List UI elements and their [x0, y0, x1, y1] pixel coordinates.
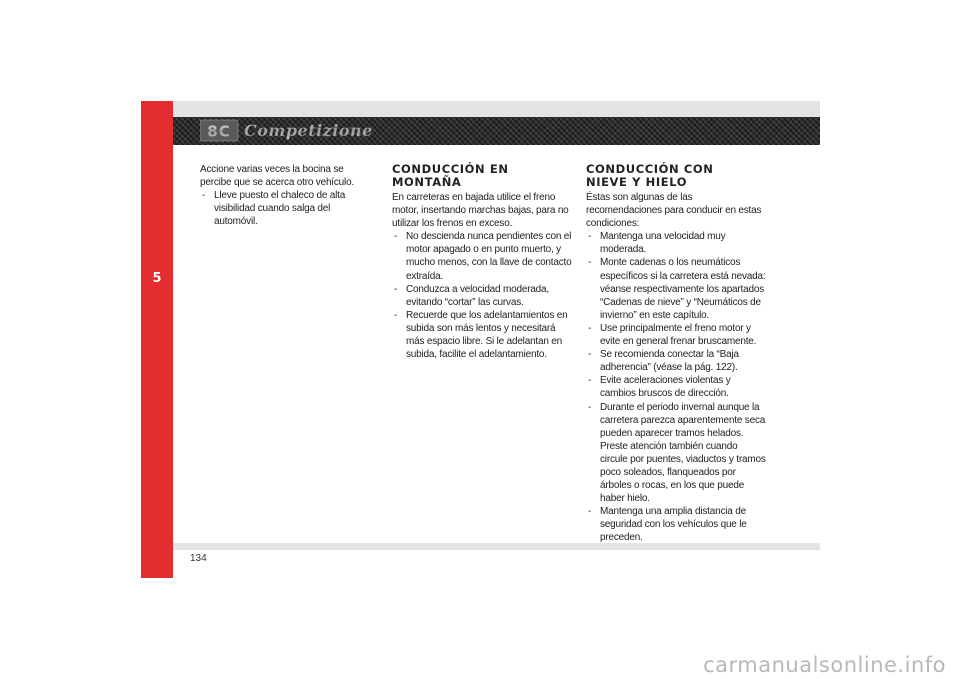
- col3-bullet-list: [586, 230, 766, 544]
- section-heading-montana: [392, 163, 572, 188]
- column-3: [586, 163, 766, 545]
- heading-line: NIEVE Y HIELO: [586, 174, 688, 189]
- list-item: - Conduzca a velocidad moderada, evitando “cortar” las curvas.: [392, 283, 572, 309]
- list-item: - Monte cadenas o los neumáticos específicos si la carretera está nevada: véanse respectivamente los apartados “Cadenas de nieve” y “Neumáticos de invierno” en este capítulo.: [586, 256, 766, 321]
- list-item: - Se recomienda conectar la “Baja adherencia” (véase la pág. 122).: [586, 348, 766, 374]
- list-item: - Recuerde que los adelantamientos en subida son más lentos y necesitará más espacio libre. Si le adelantan en subida, facilite el adelantamiento.: [392, 309, 572, 361]
- footer-grey-strip: [173, 543, 820, 550]
- svg-text:Competizione: Competizione: [244, 121, 373, 140]
- column-2: [392, 163, 572, 361]
- heading-line: MONTAÑA: [392, 174, 462, 189]
- list-item: - No descienda nunca pendientes con el motor apagado o en punto muerto, y mucho menos, con la llave de contacto extraída.: [392, 230, 572, 282]
- header-grey-strip: [173, 101, 820, 117]
- list-item: - Evite aceleraciones violentas y cambios bruscos de dirección.: [586, 374, 766, 400]
- column-1: [200, 163, 376, 228]
- page-number: 134: [190, 553, 207, 564]
- brand-logo: [200, 119, 386, 142]
- list-item: - Mantenga una amplia distancia de seguridad con los vehículos que le preceden.: [586, 505, 766, 544]
- section-heading-nieve: [586, 163, 766, 188]
- col2-intro: En carreteras en bajada utilice el freno motor, insertando marchas bajas, para no utilizar los frenos en exceso.: [392, 192, 569, 230]
- watermark: carmanualsonline.info: [703, 653, 946, 677]
- list-item: - Lleve puesto el chaleco de alta visibilidad cuando salga del automóvil.: [200, 189, 376, 228]
- col1-bullet-list: [200, 189, 376, 228]
- list-item: - Use principalmente el freno motor y evite en general frenar bruscamente.: [586, 322, 766, 348]
- chapter-number: 5: [152, 271, 162, 286]
- heading-line: CONDUCCIÓN CON: [586, 162, 714, 176]
- col2-bullet-list: [392, 230, 572, 361]
- svg-text:8C: 8C: [207, 122, 231, 141]
- chapter-sidebar: [141, 101, 173, 578]
- col1-intro: Accione varias veces la bocina se percibe que se acerca otro vehículo.: [200, 164, 355, 189]
- list-item: - Durante el periodo invernal aunque la carretera parezca aparentemente seca pueden aparecer tramos helados. Preste atención también cuando circule por puentes, viaductos y tramos poco soleados, flanqueados por árboles o rocas, en los que puede haber hielo.: [586, 401, 766, 506]
- col3-intro: Éstas son algunas de las recomendaciones para conducir en estas condiciones:: [586, 192, 762, 230]
- heading-line: CONDUCCIÓN EN: [392, 162, 509, 176]
- list-item: - Mantenga una velocidad muy moderada.: [586, 230, 766, 256]
